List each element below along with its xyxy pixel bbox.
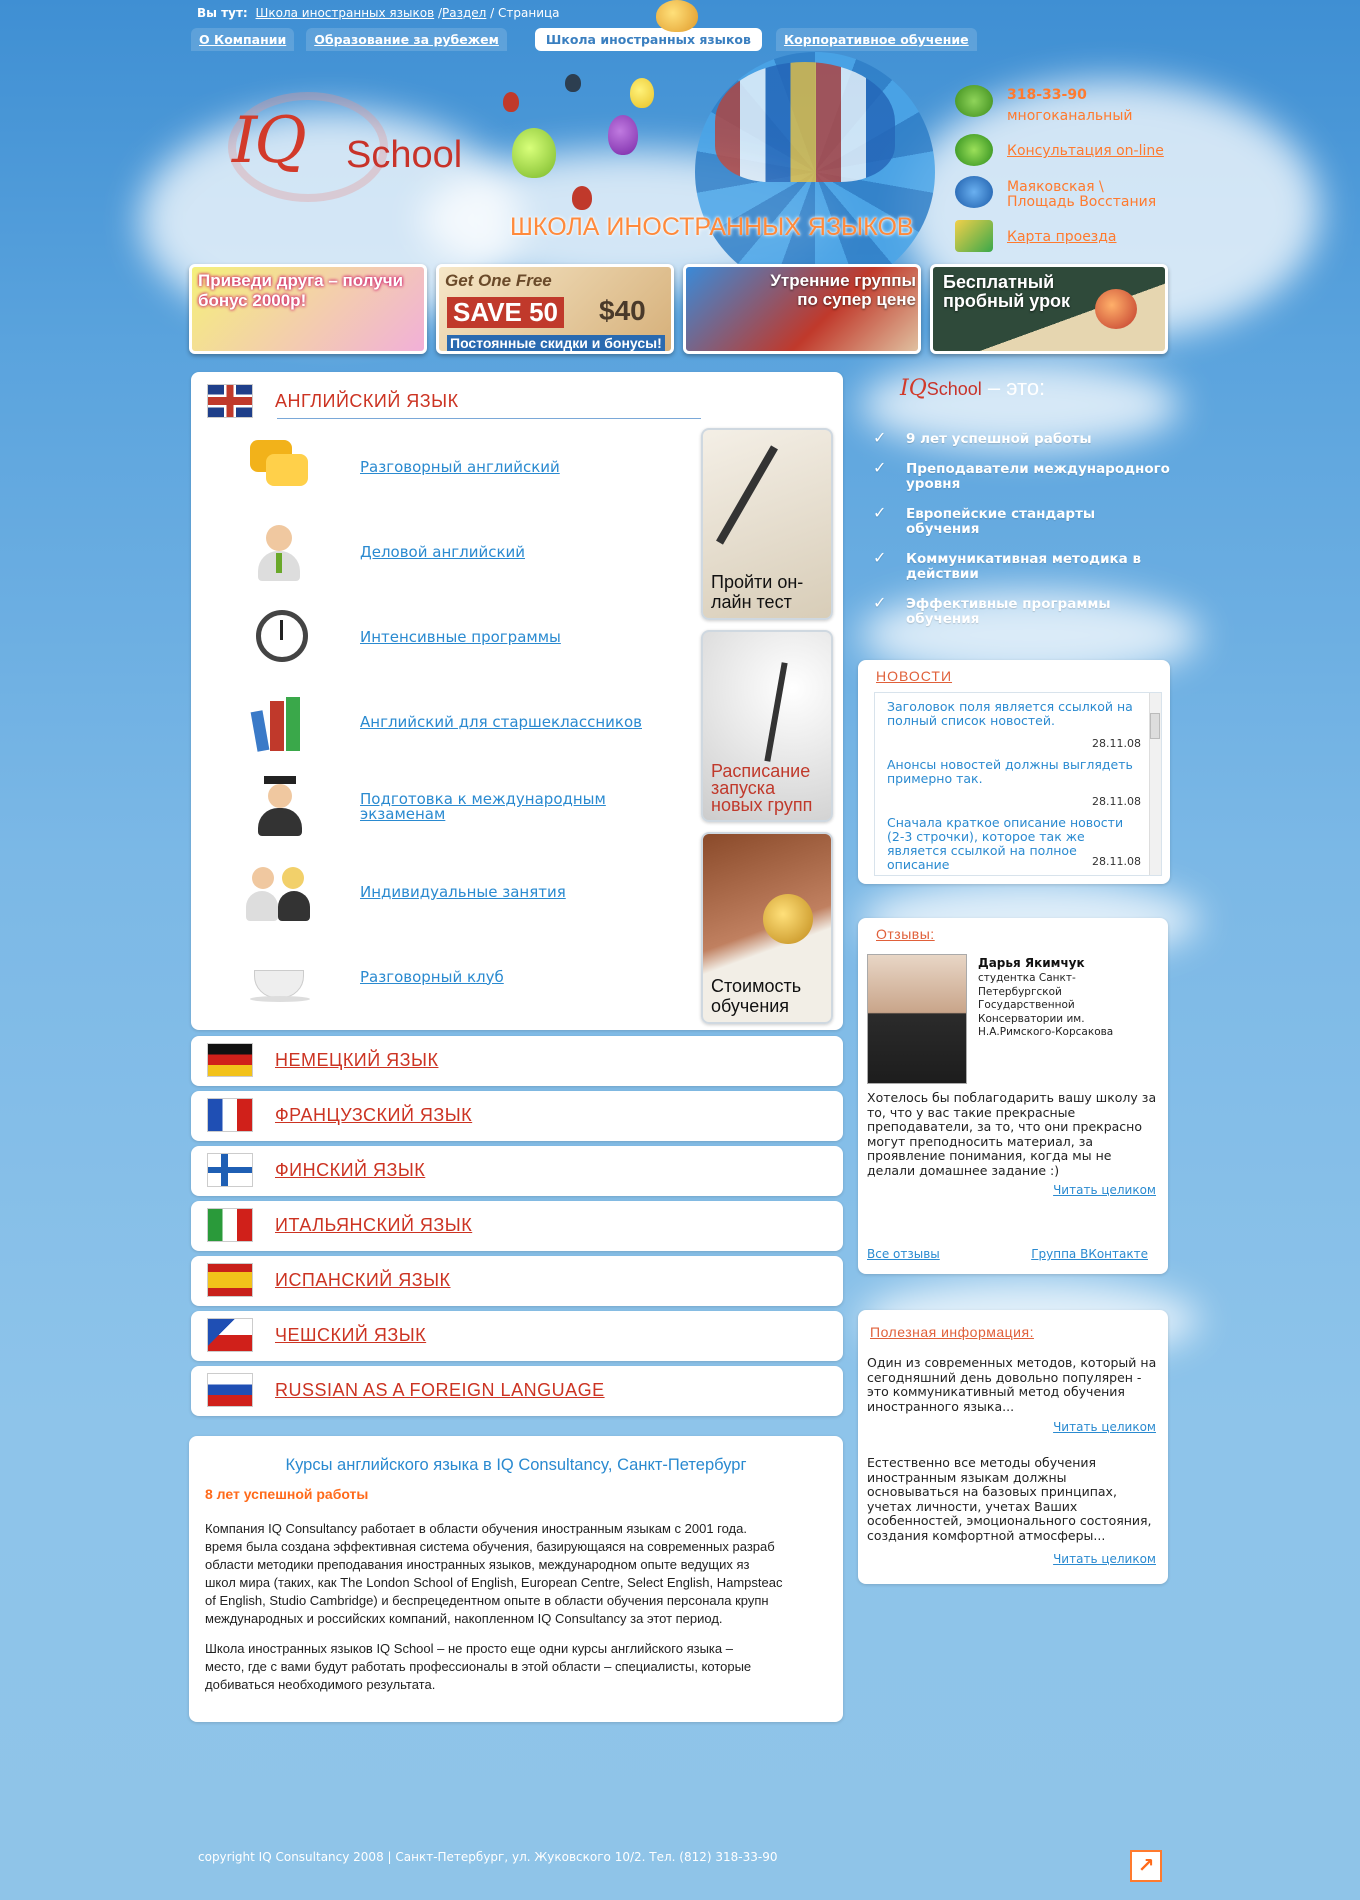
businessman-icon (246, 521, 312, 583)
books-icon (246, 691, 312, 753)
useful-text: Один из современных методов, который на сегодняшний день довольно популярен - это коммуникативный метод обучения иностранного языка... (867, 1355, 1157, 1414)
lang-title[interactable]: ФИНСКИЙ ЯЗЫК (275, 1159, 426, 1180)
lang-title[interactable]: ИСПАНСКИЙ ЯЗЫК (275, 1269, 451, 1290)
article-title: Курсы английского языка в IQ Consultancy, Санкт-Петербург (285, 1456, 747, 1474)
benefit-text: Эффективные программы обучения (906, 596, 1111, 627)
lang-header-russian (207, 1373, 605, 1407)
scrollbar-thumb[interactable] (1150, 713, 1160, 739)
lang-header-spanish (207, 1263, 451, 1297)
benefit-item (873, 593, 1173, 627)
promo-text: Постоянные скидки и бонусы! (447, 335, 665, 351)
tab-about[interactable]: О Компании (191, 28, 294, 51)
lang-title[interactable]: ФРАНЦУЗСКИЙ ЯЗЫК (275, 1104, 473, 1125)
tagline: ШКОЛА ИНОСТРАННЫХ ЯЗЫКОВ (510, 213, 914, 241)
course-exams (246, 776, 620, 838)
course-link[interactable]: Подготовка к международным экзаменам (360, 790, 606, 823)
lang-row-czech[interactable] (191, 1311, 843, 1361)
balloon-icon (656, 0, 698, 32)
article-line: Компания IQ Consultancy работает в области обучения иностранным языкам с 2001 года. (205, 1521, 747, 1536)
contact-metro (955, 176, 1175, 210)
iq-is-school: School (926, 379, 982, 399)
metro-stations: Маяковская \ Площадь Восстания (1007, 179, 1157, 210)
clover-icon (955, 134, 993, 166)
lang-header-french (207, 1098, 472, 1132)
graduate-icon (246, 776, 312, 838)
contact-phone (955, 85, 1175, 124)
map-link[interactable]: Карта проезда (1007, 229, 1117, 245)
check-icon: ✓ (873, 593, 887, 612)
scrollbar[interactable] (1149, 693, 1161, 875)
iq-is-title (900, 375, 1045, 401)
promo-morning-groups[interactable] (683, 264, 921, 354)
useful-title[interactable]: Полезная информация: (870, 1324, 1034, 1340)
apple-icon (1095, 289, 1137, 329)
article-line: международных и российских компаний, накопленном IQ Consultancy за этот период. (205, 1611, 723, 1626)
logo-iq: IQ (232, 104, 304, 178)
consult-link[interactable]: Консультация on-line (1007, 143, 1164, 159)
germany-flag-icon (207, 1043, 253, 1077)
course-link[interactable]: Деловой английский (360, 542, 526, 561)
balloon-icon (503, 92, 519, 112)
czech-flag-icon (207, 1318, 253, 1352)
course-link[interactable]: Разговорный английский (360, 457, 560, 476)
breadcrumb-current: Страница (498, 6, 560, 20)
news-item[interactable] (875, 809, 1161, 872)
card-online-test[interactable] (701, 428, 833, 620)
benefit-text: Коммуникативная методика в действии (906, 551, 1142, 582)
metro-icon (955, 176, 993, 208)
clock-hand-icon (764, 662, 787, 762)
news-box (858, 660, 1170, 884)
speech-bubbles-icon (246, 436, 312, 498)
lang-row-italian[interactable] (191, 1201, 843, 1251)
lang-title[interactable]: НЕМЕЦКИЙ ЯЗЫК (275, 1049, 439, 1070)
phone-number: 318-33-90 (1007, 87, 1087, 103)
breadcrumb-label: Вы тут: (197, 6, 248, 20)
article-line: добиваться необходимого результата. (205, 1677, 436, 1692)
tab-abroad[interactable]: Образование за рубежем (306, 28, 507, 51)
benefits-list (873, 428, 1173, 642)
review-text: Хотелось бы поблагодарить вашу школу за то, что у вас такие прекрасные преподаватели, за то, что они прекрасно могут преподносить материал, за проявление понимания, когда мы не делали домашнее задание :) (867, 1090, 1157, 1178)
balloon-icon (572, 186, 592, 210)
read-more-link[interactable]: Читать целиком (1053, 1183, 1156, 1197)
news-date: 28.11.08 (1092, 737, 1141, 750)
hot-air-balloon-icon (695, 52, 935, 292)
breadcrumb-link-school[interactable]: Школа иностранных языков (255, 6, 435, 20)
flags-decoration (715, 62, 895, 182)
course-club (246, 946, 504, 1008)
course-link[interactable]: Английский для старшеклассников (360, 712, 642, 731)
lang-row-german[interactable] (191, 1036, 843, 1086)
article-line: время была создана эффективная система обучения, базирующаяся на современных разраб (205, 1539, 775, 1554)
reviewer-photo (867, 954, 967, 1084)
clock-icon (246, 606, 312, 668)
phone-note: многоканальный (1007, 108, 1133, 124)
lang-title[interactable]: ЧЕШСКИЙ ЯЗЫК (275, 1324, 427, 1345)
balloon-icon (608, 115, 638, 155)
promo-discounts[interactable] (436, 264, 674, 354)
spain-flag-icon (207, 1263, 253, 1297)
promo-sale: SAVE 50 (447, 297, 564, 328)
article-line: школ мира (таких, как The London School of English, European Centre, Select English, Hampsteac (205, 1575, 783, 1590)
promo-free-lesson[interactable] (930, 264, 1168, 354)
check-icon: ✓ (873, 458, 887, 477)
coins-icon (763, 894, 813, 944)
article-subtitle: 8 лет успешной работы (205, 1486, 369, 1502)
lang-title[interactable]: RUSSIAN AS A FOREIGN LANGUAGE (275, 1379, 605, 1400)
article-line: Школа иностранных языков IQ School – не просто еще одни курсы английского языка – (205, 1641, 733, 1656)
english-title[interactable]: АНГЛИЙСКИЙ ЯЗЫК (275, 390, 459, 411)
course-link[interactable]: Интенсивные программы (360, 627, 561, 646)
reviews-title[interactable]: Отзывы: (876, 926, 935, 942)
reviews-box (858, 918, 1168, 1274)
check-icon: ✓ (873, 503, 887, 522)
promo-price: $40 (599, 295, 646, 326)
card-label: Пройти он-лайн тест (711, 572, 804, 612)
benefit-text: 9 лет успешной работы (906, 431, 1092, 447)
logo-school: School (346, 134, 463, 176)
tab-corporate[interactable]: Корпоративное обучение (776, 28, 977, 51)
italy-flag-icon (207, 1208, 253, 1242)
two-people-icon (246, 861, 312, 923)
lang-row-spanish[interactable] (191, 1256, 843, 1306)
article-line: области методики преподавания иностранных языков, международном опыте ведущих яз (205, 1557, 750, 1572)
lang-header-czech (207, 1318, 426, 1352)
read-more-link[interactable]: Читать целиком (1053, 1420, 1156, 1434)
reviewer-role: студентка Санкт-Петербургской Государственной Консерватории им. Н.А.Римского-Корсакова (978, 972, 1114, 1038)
breadcrumb: Вы тут: Школа иностранных языков /Раздел / Страница (197, 6, 560, 20)
phone-icon (955, 85, 993, 117)
promo-text: Приведи друга – получи бонус 2000р! (198, 271, 404, 310)
course-high-school (246, 691, 642, 753)
scroll-up-icon[interactable]: ↗ (1130, 1850, 1162, 1882)
about-article (189, 1436, 843, 1722)
news-item[interactable] (875, 693, 1161, 751)
finland-flag-icon (207, 1153, 253, 1187)
top-navigation (191, 28, 977, 51)
benefit-item (873, 548, 1173, 582)
english-panel (191, 372, 843, 1030)
coffee-cup-icon (246, 946, 312, 1008)
news-text[interactable]: Заголовок поля является ссылкой на полный список новостей. (887, 699, 1133, 728)
news-scroller[interactable] (874, 692, 1162, 876)
contact-consult (955, 134, 1175, 166)
lang-header-italian (207, 1208, 472, 1242)
pen-icon (716, 445, 778, 544)
news-title[interactable]: НОВОСТИ (876, 668, 953, 684)
balloon-icon (630, 78, 654, 108)
useful-info-box (858, 1310, 1168, 1584)
card-label: Расписание запуска новых групп (711, 761, 813, 815)
card-label: Стоимость обучения (711, 976, 802, 1016)
card-price[interactable] (701, 832, 833, 1024)
useful-text: Естественно все методы обучения иностранным языкам должны основываться на базовых принципах, учетах личности, учетах Ваших особенностей, эмоционального состояния, создания комфортной атмосферы... (867, 1455, 1152, 1543)
article-line: место, где с вами будут работать профессионалы в этой области – специалисты, которые (205, 1659, 752, 1674)
balloon-icon (512, 128, 556, 178)
all-reviews-link[interactable]: Все отзывы (867, 1247, 940, 1261)
tab-language-school[interactable]: Школа иностранных языков (535, 28, 762, 51)
course-link[interactable]: Разговорный клуб (360, 967, 504, 986)
lang-row-finnish[interactable] (191, 1146, 843, 1196)
lang-row-french[interactable] (191, 1091, 843, 1141)
logo[interactable] (218, 92, 478, 212)
contact-map (955, 220, 1175, 252)
benefit-text: Европейские стандарты обучения (906, 506, 1096, 537)
promo-friend-bonus[interactable] (189, 264, 427, 354)
map-icon (955, 220, 993, 252)
promo-badge: Get One Free (445, 271, 552, 290)
uk-flag-icon (207, 384, 253, 418)
lang-header-german (207, 1043, 438, 1077)
course-conversational (246, 436, 560, 498)
news-text[interactable]: Анонсы новостей должны выглядеть примерно так. (887, 757, 1133, 786)
read-more-link[interactable]: Читать целиком (1053, 1552, 1156, 1566)
lang-header-finnish (207, 1153, 425, 1187)
check-icon: ✓ (873, 548, 887, 567)
news-date: 28.11.08 (1092, 795, 1141, 808)
card-schedule[interactable] (701, 630, 833, 822)
news-text[interactable]: Сначала краткое описание новости (2-3 строчки), которое так же является ссылкой на полное описание (887, 815, 1124, 872)
news-date: 28.11.08 (1092, 855, 1141, 868)
reviewer-name: Дарья Якимчук (978, 956, 1085, 970)
russia-flag-icon (207, 1373, 253, 1407)
course-intensive (246, 606, 561, 668)
news-item[interactable] (875, 751, 1161, 809)
benefit-item (873, 458, 1173, 492)
benefit-item (873, 503, 1173, 537)
article-line: of English, Studio Cambridge) и беспрецедентном опыте в области обучения персонала крупн (205, 1593, 769, 1608)
course-individual (246, 861, 566, 923)
breadcrumb-link-section[interactable]: Раздел (442, 6, 487, 20)
lang-title[interactable]: ИТАЛЬЯНСКИЙ ЯЗЫК (275, 1214, 473, 1235)
iq-is-iq: IQ (900, 376, 927, 401)
contacts (955, 85, 1175, 262)
promo-text: Утренние группы по супер цене (770, 271, 916, 309)
lang-header-english (207, 384, 459, 418)
footer: copyright IQ Consultancy 2008 | Санкт-Петербург, ул. Жуковского 10/2. Тел. (812) 318-33-90 (198, 1850, 778, 1864)
course-business (246, 521, 525, 583)
check-icon: ✓ (873, 428, 887, 447)
balloon-icon (565, 74, 581, 92)
lang-row-russian[interactable] (191, 1366, 843, 1416)
promo-text: Бесплатный пробный урок (943, 272, 1071, 311)
france-flag-icon (207, 1098, 253, 1132)
divider (277, 418, 701, 419)
vk-group-link[interactable]: Группа ВКонтакте (1031, 1247, 1148, 1261)
benefit-text: Преподаватели международного уровня (906, 461, 1170, 492)
iq-is-suffix: – это: (987, 375, 1046, 400)
benefit-item (873, 428, 1173, 447)
course-link[interactable]: Индивидуальные занятия (360, 882, 566, 901)
